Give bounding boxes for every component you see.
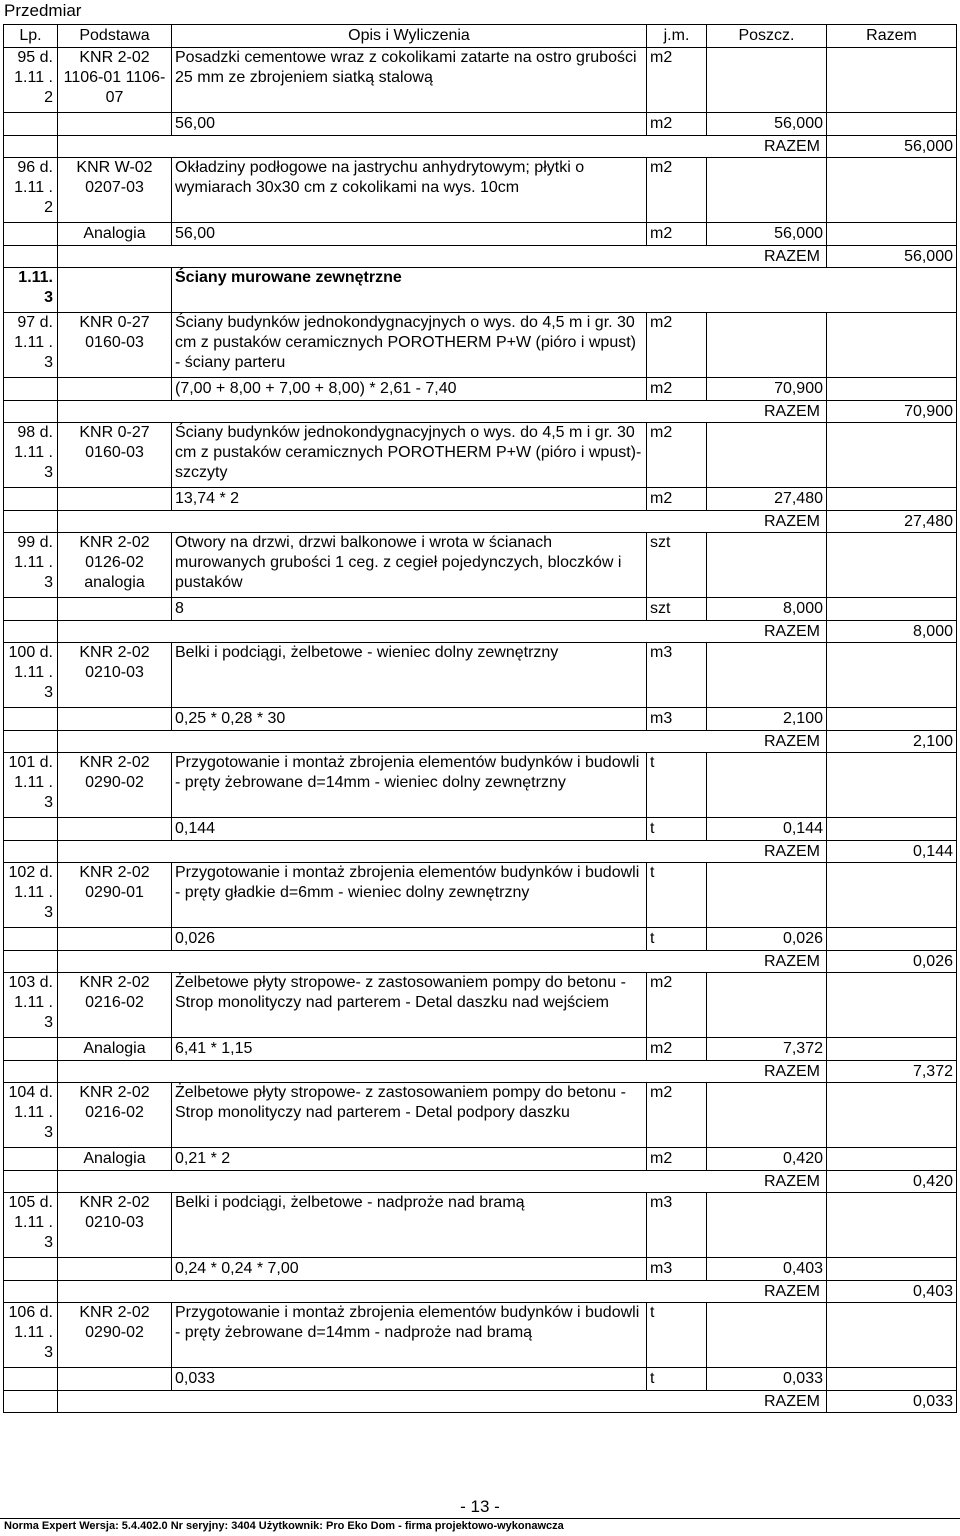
calc-empty-razem xyxy=(827,1038,957,1061)
razem-row xyxy=(4,951,957,973)
item-jm: szt xyxy=(647,533,707,598)
razem-label: RAZEM xyxy=(58,1281,827,1303)
calc-formula: 6,41 * 1,15 xyxy=(172,1038,647,1061)
razem-label: RAZEM xyxy=(58,401,827,423)
calc-prefix xyxy=(58,488,172,511)
calc-formula: 13,74 * 2 xyxy=(172,488,647,511)
item-opis: Przygotowanie i montaż zbrojenia elementów budynków i budowli - pręty gładkie d=6mm - wieniec dolny zewnętrzny xyxy=(172,863,647,928)
razem-label: RAZEM xyxy=(58,246,827,268)
section-empty xyxy=(58,268,172,313)
calc-row xyxy=(4,928,957,951)
razem-row xyxy=(4,1391,957,1413)
section-lp: 1.11. 3 xyxy=(4,268,58,313)
calc-poszcz: 27,480 xyxy=(707,488,827,511)
item-opis: Ściany budynków jednokondygnacyjnych o wys. do 4,5 m i gr. 30 cm z pustaków ceramicznych POROTHERM P+W (pióro i wpust)- szczyty xyxy=(172,423,647,488)
calc-jm: m3 xyxy=(647,1258,707,1281)
razem-row xyxy=(4,511,957,533)
footer-info: Norma Expert Wersja: 5.4.402.0 Nr seryjny: 3404 Użytkownik: Pro Eko Dom - firma projektowo-wykonawcza xyxy=(4,1520,564,1532)
item-jm: m3 xyxy=(647,1193,707,1258)
calc-empty-lp xyxy=(4,223,58,246)
item-row xyxy=(4,313,957,378)
razem-value: 0,403 xyxy=(827,1281,957,1303)
calc-formula: (7,00 + 8,00 + 7,00 + 8,00) * 2,61 - 7,40 xyxy=(172,378,647,401)
calc-jm: m3 xyxy=(647,708,707,731)
calc-empty-lp xyxy=(4,378,58,401)
calc-row xyxy=(4,378,957,401)
calc-prefix xyxy=(58,708,172,731)
item-jm: t xyxy=(647,753,707,818)
calc-empty-razem xyxy=(827,1148,957,1171)
calc-poszcz: 7,372 xyxy=(707,1038,827,1061)
razem-row xyxy=(4,841,957,863)
item-empty-poszcz xyxy=(707,1303,827,1368)
page-title: Przedmiar xyxy=(4,1,82,20)
item-empty-poszcz xyxy=(707,973,827,1038)
item-opis: Ściany budynków jednokondygnacyjnych o wys. do 4,5 m i gr. 30 cm z pustaków ceramicznych POROTHERM P+W (pióro i wpust) - ściany parteru xyxy=(172,313,647,378)
calc-jm: t xyxy=(647,928,707,951)
razem-label: RAZEM xyxy=(58,1061,827,1083)
page-number: - 13 - xyxy=(460,1497,500,1516)
item-lp: 106 d.1.11 .3 xyxy=(4,1303,58,1368)
item-podstawa: KNR 0-27 0160-03 xyxy=(58,313,172,378)
razem-empty-lp xyxy=(4,1281,58,1303)
razem-label: RAZEM xyxy=(58,136,827,158)
item-lp: 101 d.1.11 .3 xyxy=(4,753,58,818)
section-row xyxy=(4,268,957,313)
item-row xyxy=(4,1193,957,1258)
item-empty-poszcz xyxy=(707,1083,827,1148)
razem-label: RAZEM xyxy=(58,841,827,863)
calc-empty-lp xyxy=(4,1038,58,1061)
item-podstawa: KNR 2-02 0290-02 xyxy=(58,753,172,818)
calc-formula: 0,026 xyxy=(172,928,647,951)
item-empty-poszcz xyxy=(707,643,827,708)
item-podstawa: KNR 2-02 1106-01 1106-07 xyxy=(58,48,172,113)
calc-prefix xyxy=(58,1258,172,1281)
item-podstawa: KNR 2-02 0290-01 xyxy=(58,863,172,928)
calc-empty-razem xyxy=(827,378,957,401)
item-lp: 103 d.1.11 .3 xyxy=(4,973,58,1038)
item-empty-razem xyxy=(827,1303,957,1368)
calc-jm: t xyxy=(647,1368,707,1391)
calc-row xyxy=(4,113,957,136)
item-jm: m2 xyxy=(647,973,707,1038)
item-jm: m2 xyxy=(647,1083,707,1148)
razem-value: 0,420 xyxy=(827,1171,957,1193)
razem-value: 56,000 xyxy=(827,246,957,268)
razem-row xyxy=(4,1281,957,1303)
calc-prefix xyxy=(58,378,172,401)
item-podstawa: KNR 0-27 0160-03 xyxy=(58,423,172,488)
razem-empty-lp xyxy=(4,511,58,533)
item-empty-razem xyxy=(827,1193,957,1258)
calc-poszcz: 56,000 xyxy=(707,223,827,246)
calc-poszcz: 70,900 xyxy=(707,378,827,401)
header-razem: Razem xyxy=(827,25,957,48)
item-jm: m3 xyxy=(647,643,707,708)
calc-row xyxy=(4,488,957,511)
calc-empty-lp xyxy=(4,1368,58,1391)
razem-row xyxy=(4,246,957,268)
calc-prefix: Analogia xyxy=(58,1038,172,1061)
item-row xyxy=(4,423,957,488)
calc-row xyxy=(4,1258,957,1281)
item-podstawa: KNR 2-02 0290-02 xyxy=(58,1303,172,1368)
item-opis: Przygotowanie i montaż zbrojenia elementów budynków i budowli - pręty żebrowane d=14mm - nadproże nad bramą xyxy=(172,1303,647,1368)
razem-label: RAZEM xyxy=(58,621,827,643)
item-lp: 97 d.1.11 .3 xyxy=(4,313,58,378)
calc-prefix xyxy=(58,1368,172,1391)
calc-empty-lp xyxy=(4,928,58,951)
calc-row xyxy=(4,1368,957,1391)
calc-empty-lp xyxy=(4,818,58,841)
calc-formula: 8 xyxy=(172,598,647,621)
calc-row xyxy=(4,1038,957,1061)
razem-value: 7,372 xyxy=(827,1061,957,1083)
calc-jm: m2 xyxy=(647,488,707,511)
calc-prefix xyxy=(58,818,172,841)
header-jm: j.m. xyxy=(647,25,707,48)
razem-row xyxy=(4,1061,957,1083)
header-poszcz: Poszcz. xyxy=(707,25,827,48)
item-empty-poszcz xyxy=(707,313,827,378)
item-lp: 100 d.1.11 .3 xyxy=(4,643,58,708)
item-empty-razem xyxy=(827,48,957,113)
razem-row xyxy=(4,136,957,158)
item-lp: 96 d.1.11 .2 xyxy=(4,158,58,223)
item-empty-poszcz xyxy=(707,48,827,113)
calc-prefix xyxy=(58,598,172,621)
item-empty-poszcz xyxy=(707,1193,827,1258)
item-lp: 99 d.1.11 .3 xyxy=(4,533,58,598)
calc-poszcz: 0,026 xyxy=(707,928,827,951)
razem-empty-lp xyxy=(4,401,58,423)
header-lp: Lp. xyxy=(4,25,58,48)
item-opis: Okładziny podłogowe na jastrychu anhydrytowym; płytki o wymiarach 30x30 cm z cokolikami na wys. 10cm xyxy=(172,158,647,223)
calc-formula: 0,21 * 2 xyxy=(172,1148,647,1171)
calc-jm: m2 xyxy=(647,1148,707,1171)
razem-label: RAZEM xyxy=(58,951,827,973)
razem-row xyxy=(4,1171,957,1193)
calc-empty-razem xyxy=(827,1258,957,1281)
calc-poszcz: 2,100 xyxy=(707,708,827,731)
calc-empty-lp xyxy=(4,113,58,136)
calc-empty-lp xyxy=(4,1258,58,1281)
calc-empty-razem xyxy=(827,708,957,731)
razem-label: RAZEM xyxy=(58,511,827,533)
razem-value: 27,480 xyxy=(827,511,957,533)
calc-prefix xyxy=(58,928,172,951)
razem-value: 70,900 xyxy=(827,401,957,423)
item-opis: Żelbetowe płyty stropowe- z zastosowaniem pompy do betonu - Strop monolityczy nad parterem - Detal daszku nad wejściem xyxy=(172,973,647,1038)
calc-empty-razem xyxy=(827,1368,957,1391)
calc-formula: 0,24 * 0,24 * 7,00 xyxy=(172,1258,647,1281)
calc-poszcz: 8,000 xyxy=(707,598,827,621)
item-opis: Przygotowanie i montaż zbrojenia elementów budynków i budowli - pręty żebrowane d=14mm - wieniec dolny zewnętrzny xyxy=(172,753,647,818)
item-podstawa: KNR 2-02 0210-03 xyxy=(58,643,172,708)
razem-row xyxy=(4,731,957,753)
calc-prefix xyxy=(58,113,172,136)
item-jm: m2 xyxy=(647,158,707,223)
razem-value: 0,033 xyxy=(827,1391,957,1413)
item-empty-razem xyxy=(827,753,957,818)
razem-empty-lp xyxy=(4,621,58,643)
item-empty-poszcz xyxy=(707,533,827,598)
razem-empty-lp xyxy=(4,951,58,973)
razem-value: 2,100 xyxy=(827,731,957,753)
razem-label: RAZEM xyxy=(58,1171,827,1193)
footer-divider xyxy=(0,1518,960,1519)
item-empty-razem xyxy=(827,863,957,928)
item-podstawa: KNR 2-02 0216-02 xyxy=(58,1083,172,1148)
table-body xyxy=(4,48,957,1413)
razem-value: 0,026 xyxy=(827,951,957,973)
item-jm: t xyxy=(647,863,707,928)
calc-prefix: Analogia xyxy=(58,1148,172,1171)
item-row xyxy=(4,158,957,223)
item-row xyxy=(4,973,957,1038)
calc-poszcz: 0,144 xyxy=(707,818,827,841)
razem-empty-lp xyxy=(4,1061,58,1083)
item-podstawa: KNR 2-02 0126-02 analogia xyxy=(58,533,172,598)
item-jm: t xyxy=(647,1303,707,1368)
item-empty-poszcz xyxy=(707,158,827,223)
item-lp: 102 d.1.11 .3 xyxy=(4,863,58,928)
item-jm: m2 xyxy=(647,48,707,113)
razem-value: 8,000 xyxy=(827,621,957,643)
razem-empty-lp xyxy=(4,136,58,158)
calc-empty-lp xyxy=(4,1148,58,1171)
item-empty-razem xyxy=(827,973,957,1038)
item-row xyxy=(4,863,957,928)
item-empty-razem xyxy=(827,313,957,378)
item-podstawa: KNR 2-02 0216-02 xyxy=(58,973,172,1038)
calc-poszcz: 56,000 xyxy=(707,113,827,136)
calc-formula: 56,00 xyxy=(172,223,647,246)
item-empty-razem xyxy=(827,423,957,488)
calc-formula: 0,144 xyxy=(172,818,647,841)
item-empty-razem xyxy=(827,158,957,223)
item-opis: Żelbetowe płyty stropowe- z zastosowaniem pompy do betonu - Strop monolityczy nad parterem - Detal podpory daszku xyxy=(172,1083,647,1148)
razem-empty-lp xyxy=(4,731,58,753)
item-podstawa: KNR W-02 0207-03 xyxy=(58,158,172,223)
calc-empty-lp xyxy=(4,598,58,621)
razem-empty-lp xyxy=(4,246,58,268)
item-row xyxy=(4,48,957,113)
calc-empty-lp xyxy=(4,488,58,511)
item-podstawa: KNR 2-02 0210-03 xyxy=(58,1193,172,1258)
header-opis: Opis i Wyliczenia xyxy=(172,25,647,48)
item-lp: 104 d.1.11 .3 xyxy=(4,1083,58,1148)
header-podstawa: Podstawa xyxy=(58,25,172,48)
calc-row xyxy=(4,598,957,621)
item-lp: 105 d.1.11 .3 xyxy=(4,1193,58,1258)
item-opis: Otwory na drzwi, drzwi balkonowe i wrota w ścianach murowanych grubości 1 ceg. z cegieł pojedynczych, bloczków i pustaków xyxy=(172,533,647,598)
calc-empty-razem xyxy=(827,223,957,246)
item-lp: 98 d.1.11 .3 xyxy=(4,423,58,488)
calc-jm: t xyxy=(647,818,707,841)
calc-row xyxy=(4,818,957,841)
item-row xyxy=(4,753,957,818)
calc-formula: 0,25 * 0,28 * 30 xyxy=(172,708,647,731)
calc-jm: m2 xyxy=(647,1038,707,1061)
item-empty-razem xyxy=(827,1083,957,1148)
calc-jm: szt xyxy=(647,598,707,621)
calc-poszcz: 0,420 xyxy=(707,1148,827,1171)
razem-row xyxy=(4,401,957,423)
calc-prefix: Analogia xyxy=(58,223,172,246)
item-opis: Belki i podciągi, żelbetowe - nadproże nad bramą xyxy=(172,1193,647,1258)
item-opis: Posadzki cementowe wraz z cokolikami zatarte na ostro grubości 25 mm ze zbrojeniem siatką stalową xyxy=(172,48,647,113)
calc-empty-razem xyxy=(827,113,957,136)
item-row xyxy=(4,1303,957,1368)
calc-row xyxy=(4,1148,957,1171)
calc-empty-razem xyxy=(827,598,957,621)
item-row xyxy=(4,643,957,708)
razem-empty-lp xyxy=(4,841,58,863)
calc-formula: 56,00 xyxy=(172,113,647,136)
razem-empty-lp xyxy=(4,1391,58,1413)
calc-empty-razem xyxy=(827,488,957,511)
item-row xyxy=(4,1083,957,1148)
calc-formula: 0,033 xyxy=(172,1368,647,1391)
calc-empty-lp xyxy=(4,708,58,731)
calc-empty-razem xyxy=(827,928,957,951)
razem-empty-lp xyxy=(4,1171,58,1193)
razem-label: RAZEM xyxy=(58,731,827,753)
item-lp: 95 d.1.11 .2 xyxy=(4,48,58,113)
calc-row xyxy=(4,223,957,246)
item-empty-razem xyxy=(827,643,957,708)
razem-value: 0,144 xyxy=(827,841,957,863)
item-opis: Belki i podciągi, żelbetowe - wieniec dolny zewnętrzny xyxy=(172,643,647,708)
razem-label: RAZEM xyxy=(58,1391,827,1413)
przedmiar-table xyxy=(3,24,957,1413)
item-empty-poszcz xyxy=(707,753,827,818)
item-empty-razem xyxy=(827,533,957,598)
item-jm: m2 xyxy=(647,313,707,378)
calc-poszcz: 0,033 xyxy=(707,1368,827,1391)
calc-jm: m2 xyxy=(647,378,707,401)
razem-value: 56,000 xyxy=(827,136,957,158)
table-header-row xyxy=(4,25,957,48)
calc-empty-razem xyxy=(827,818,957,841)
item-jm: m2 xyxy=(647,423,707,488)
calc-row xyxy=(4,708,957,731)
calc-jm: m2 xyxy=(647,223,707,246)
section-title: Ściany murowane zewnętrzne xyxy=(172,268,957,313)
item-empty-poszcz xyxy=(707,863,827,928)
item-empty-poszcz xyxy=(707,423,827,488)
calc-poszcz: 0,403 xyxy=(707,1258,827,1281)
item-row xyxy=(4,533,957,598)
razem-row xyxy=(4,621,957,643)
calc-jm: m2 xyxy=(647,113,707,136)
